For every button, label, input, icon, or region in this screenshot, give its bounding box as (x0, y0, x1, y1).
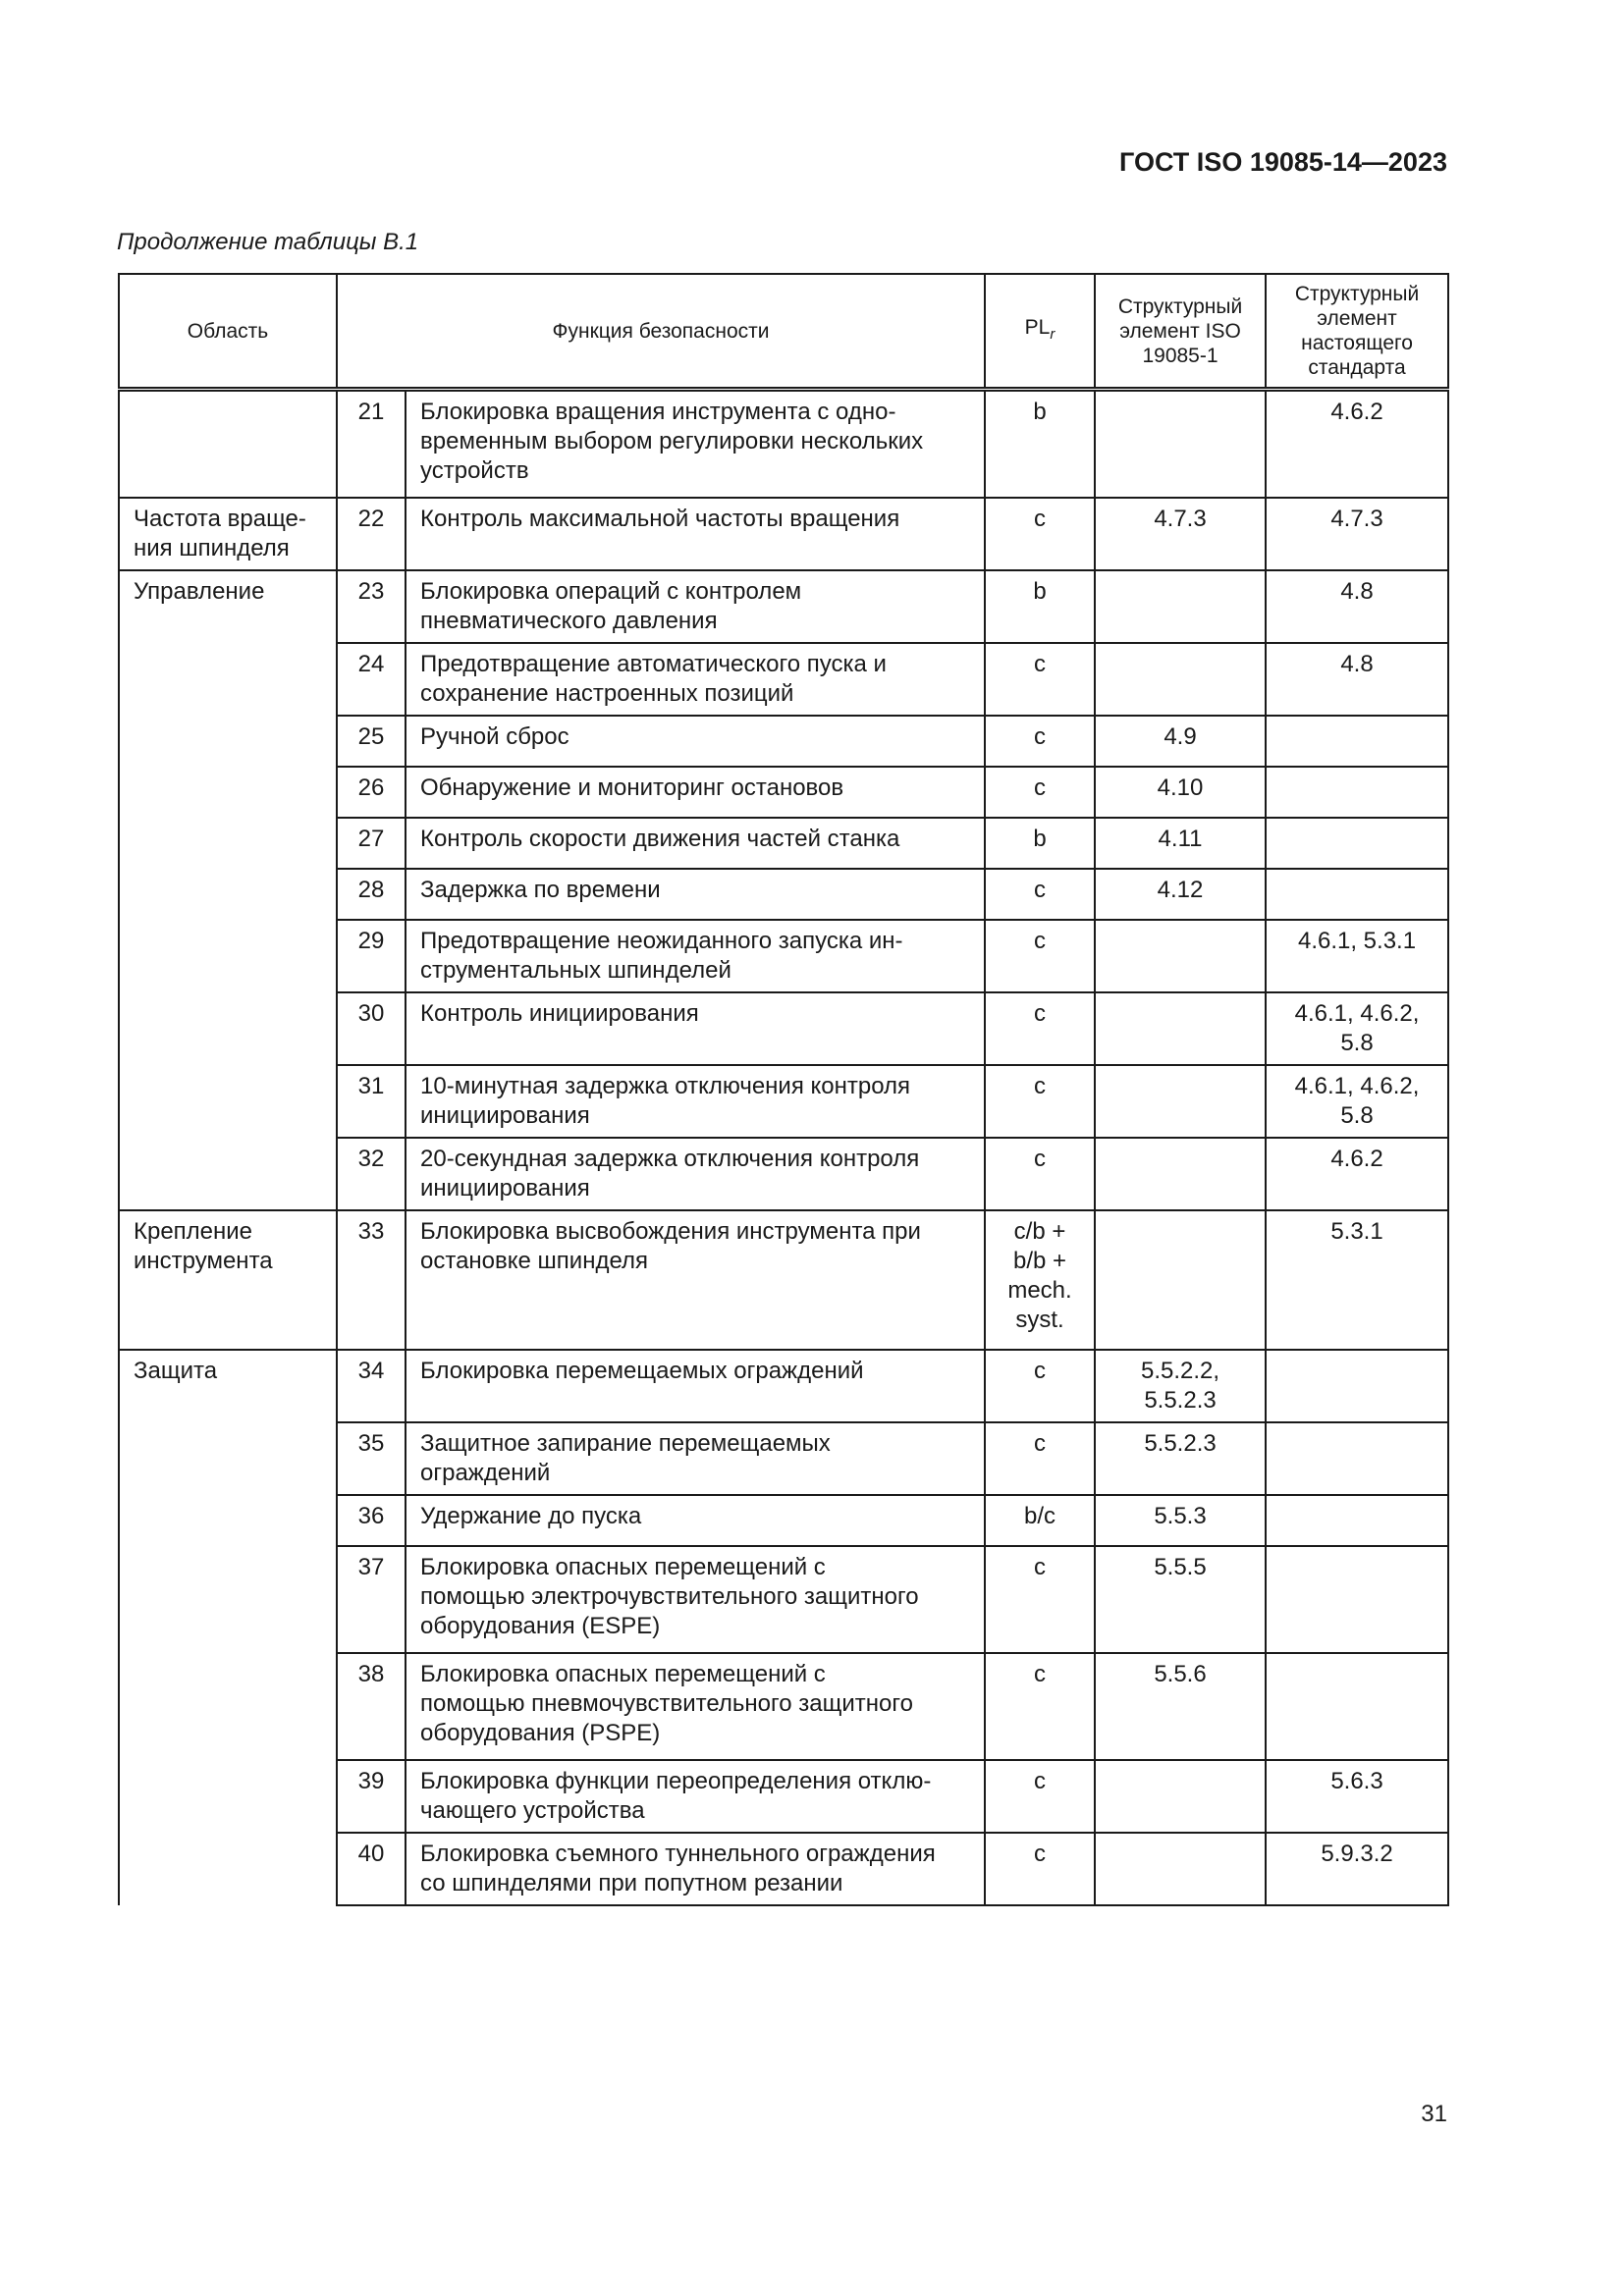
header-pl-main: PL (1024, 315, 1051, 339)
area-cell-continued (119, 1422, 337, 1495)
safety-function: Блокировка операций с контролем пневматического давления (406, 570, 985, 643)
iso-element (1095, 992, 1266, 1065)
row-number: 21 (337, 390, 406, 499)
area-cell-continued (119, 643, 337, 716)
table-row (119, 1065, 1448, 1138)
area-cell-continued (119, 1065, 337, 1138)
safety-function: Контроль скорости движения частей станка (406, 818, 985, 869)
header-std-element: Структурный элемент настоящего стандарта (1266, 274, 1448, 390)
std-element (1266, 1546, 1448, 1653)
safety-function: 10-минутная задержка отключения контроля инициирования (406, 1065, 985, 1138)
area-cell-continued (119, 1760, 337, 1833)
row-number: 30 (337, 992, 406, 1065)
iso-element: 5.5.5 (1095, 1546, 1266, 1653)
row-number: 39 (337, 1760, 406, 1833)
std-element: 4.6.1, 4.6.2, 5.8 (1266, 1065, 1448, 1138)
table-row (119, 716, 1448, 767)
row-number: 34 (337, 1350, 406, 1422)
header-iso-element: Структурный элемент ISO 19085-1 (1095, 274, 1266, 390)
iso-element (1095, 920, 1266, 992)
pl-value: c (985, 1422, 1095, 1495)
table-row (119, 992, 1448, 1065)
row-number: 28 (337, 869, 406, 920)
table-row (119, 818, 1448, 869)
std-element (1266, 1495, 1448, 1546)
row-number: 35 (337, 1422, 406, 1495)
std-element: 4.6.2 (1266, 1138, 1448, 1210)
table-row (119, 767, 1448, 818)
table-row (119, 1833, 1448, 1905)
table-row (119, 1350, 1448, 1422)
row-number: 33 (337, 1210, 406, 1350)
pl-value: b/c (985, 1495, 1095, 1546)
safety-function: Предотвращение неожиданного запуска ин- струментальных шпинделей (406, 920, 985, 992)
std-element: 5.9.3.2 (1266, 1833, 1448, 1905)
row-number: 38 (337, 1653, 406, 1760)
row-number: 26 (337, 767, 406, 818)
table-row (119, 1653, 1448, 1760)
table-row (119, 1546, 1448, 1653)
pl-value: b (985, 818, 1095, 869)
safety-function: Блокировка вращения инструмента с одно- временным выбором регулировки нескольких устройств (406, 390, 985, 499)
std-element (1266, 869, 1448, 920)
area-cell: Управление (119, 570, 337, 643)
safety-function: Блокировка функции переопределения отклю- чающего устройства (406, 1760, 985, 1833)
row-number: 36 (337, 1495, 406, 1546)
area-cell-continued (119, 1495, 337, 1546)
table-row (119, 498, 1448, 570)
iso-element (1095, 1138, 1266, 1210)
table-row (119, 1422, 1448, 1495)
pl-value: c (985, 920, 1095, 992)
std-element: 5.3.1 (1266, 1210, 1448, 1350)
table-row (119, 390, 1448, 499)
pl-value: c (985, 1065, 1095, 1138)
iso-element: 4.11 (1095, 818, 1266, 869)
safety-function: Задержка по времени (406, 869, 985, 920)
area-cell-continued (119, 869, 337, 920)
table-row (119, 1210, 1448, 1350)
iso-element (1095, 643, 1266, 716)
header-function: Функция безопасности (337, 274, 985, 390)
row-number: 27 (337, 818, 406, 869)
std-element: 4.6.2 (1266, 390, 1448, 499)
pl-value: c (985, 643, 1095, 716)
safety-function: Блокировка опасных перемещений с помощью электрочувствительного защитного оборудования (ESPE) (406, 1546, 985, 1653)
iso-element: 4.10 (1095, 767, 1266, 818)
area-cell-continued (119, 716, 337, 767)
std-element (1266, 818, 1448, 869)
table-row (119, 1495, 1448, 1546)
safety-function: Удержание до пуска (406, 1495, 985, 1546)
table-row (119, 920, 1448, 992)
row-number: 29 (337, 920, 406, 992)
pl-value: c (985, 1833, 1095, 1905)
iso-element: 5.5.2.2, 5.5.2.3 (1095, 1350, 1266, 1422)
pl-value: c (985, 992, 1095, 1065)
pl-value: c (985, 869, 1095, 920)
std-element (1266, 716, 1448, 767)
iso-element (1095, 570, 1266, 643)
std-element: 4.7.3 (1266, 498, 1448, 570)
safety-function: Контроль максимальной частоты вращения (406, 498, 985, 570)
safety-function: Предотвращение автоматического пуска и сохранение настроенных позиций (406, 643, 985, 716)
pl-value: c (985, 767, 1095, 818)
std-element: 4.6.1, 5.3.1 (1266, 920, 1448, 992)
std-element: 4.6.1, 4.6.2, 5.8 (1266, 992, 1448, 1065)
iso-element (1095, 1210, 1266, 1350)
std-element (1266, 1653, 1448, 1760)
page-number: 31 (1421, 2101, 1447, 2127)
row-number: 24 (337, 643, 406, 716)
table-row (119, 570, 1448, 643)
table-header-row (119, 274, 1448, 390)
iso-element: 4.12 (1095, 869, 1266, 920)
iso-element: 5.5.2.3 (1095, 1422, 1266, 1495)
header-pl (985, 274, 1095, 390)
pl-value: c (985, 1546, 1095, 1653)
pl-value: b (985, 390, 1095, 499)
table-caption: Продолжение таблицы В.1 (117, 229, 419, 255)
area-cell: Частота враще- ния шпинделя (119, 498, 337, 570)
area-cell-continued (119, 818, 337, 869)
pl-value: c/b + b/b + mech. syst. (985, 1210, 1095, 1350)
std-element (1266, 1350, 1448, 1422)
safety-function: Блокировка высвобождения инструмента при остановке шпинделя (406, 1210, 985, 1350)
header-area: Область (119, 274, 337, 390)
iso-element: 5.5.3 (1095, 1495, 1266, 1546)
safety-function: Обнаружение и мониторинг остановов (406, 767, 985, 818)
area-cell-continued (119, 767, 337, 818)
area-cell-continued (119, 1653, 337, 1760)
safety-function: Блокировка перемещаемых ограждений (406, 1350, 985, 1422)
document-id: ГОСТ ISO 19085-14—2023 (1119, 147, 1447, 177)
row-number: 25 (337, 716, 406, 767)
iso-element: 4.7.3 (1095, 498, 1266, 570)
pl-value: c (985, 498, 1095, 570)
pl-value: c (985, 1138, 1095, 1210)
table-row (119, 869, 1448, 920)
table-row (119, 1760, 1448, 1833)
pl-value: c (985, 1653, 1095, 1760)
std-element: 4.8 (1266, 570, 1448, 643)
row-number: 23 (337, 570, 406, 643)
iso-element (1095, 1833, 1266, 1905)
area-cell (119, 390, 337, 499)
safety-function: 20-секундная задержка отключения контроля инициирования (406, 1138, 985, 1210)
row-number: 32 (337, 1138, 406, 1210)
iso-element: 5.5.6 (1095, 1653, 1266, 1760)
area-cell-continued (119, 1138, 337, 1210)
row-number: 31 (337, 1065, 406, 1138)
area-cell-continued (119, 992, 337, 1065)
pl-value: b (985, 570, 1095, 643)
safety-function: Защитное запирание перемещаемых ограждений (406, 1422, 985, 1495)
iso-element (1095, 1760, 1266, 1833)
table-row (119, 1138, 1448, 1210)
row-number: 22 (337, 498, 406, 570)
pl-value: c (985, 1350, 1095, 1422)
std-element: 4.8 (1266, 643, 1448, 716)
iso-element (1095, 390, 1266, 499)
std-element (1266, 1422, 1448, 1495)
area-cell-continued (119, 920, 337, 992)
safety-function: Блокировка опасных перемещений с помощью пневмочувствительного защитного оборудования (PSPE) (406, 1653, 985, 1760)
area-cell: Крепление инструмента (119, 1210, 337, 1350)
std-element (1266, 767, 1448, 818)
safety-function: Контроль инициирования (406, 992, 985, 1065)
safety-functions-table (118, 273, 1449, 1906)
table-row (119, 643, 1448, 716)
pl-value: c (985, 716, 1095, 767)
area-cell-continued (119, 1546, 337, 1653)
header-pl-sub: r (1050, 326, 1056, 344)
area-cell: Защита (119, 1350, 337, 1422)
area-cell-continued (119, 1833, 337, 1905)
row-number: 37 (337, 1546, 406, 1653)
iso-element (1095, 1065, 1266, 1138)
safety-function: Ручной сброс (406, 716, 985, 767)
iso-element: 4.9 (1095, 716, 1266, 767)
row-number: 40 (337, 1833, 406, 1905)
pl-value: c (985, 1760, 1095, 1833)
safety-function: Блокировка съемного туннельного ограждения со шпинделями при попутном резании (406, 1833, 985, 1905)
std-element: 5.6.3 (1266, 1760, 1448, 1833)
